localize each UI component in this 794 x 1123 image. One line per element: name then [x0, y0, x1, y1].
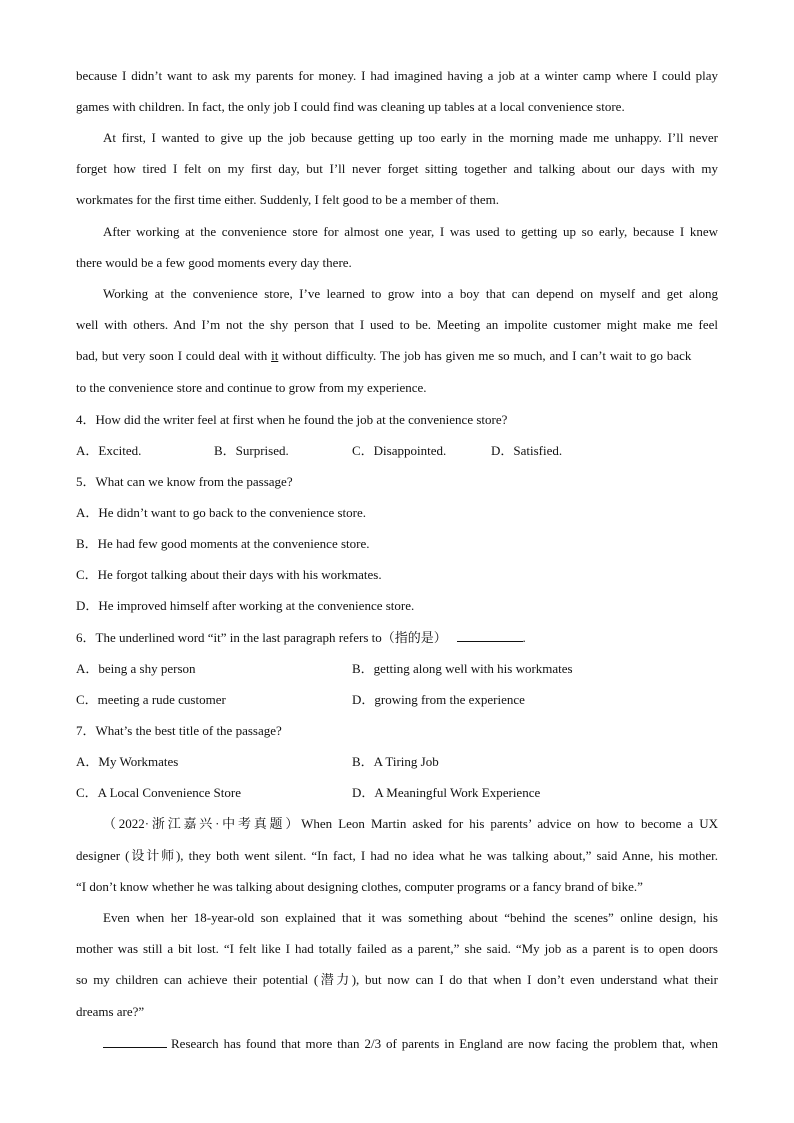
question-5: 5．What can we know from the passage? — [76, 474, 293, 489]
passage1-line: well with others. And I’m not the shy person that I used to be. Meeting an impolite customer might make me feel — [76, 317, 718, 332]
passage1-line: games with children. In fact, the only job I could find was cleaning up tables at a local convenience store. — [76, 99, 625, 114]
question-4: 4．How did the writer feel at first when he found the job at the convenience store? — [76, 412, 508, 427]
passage1-line: After working at the convenience store for almost one year, I was used to getting up so early, because I knew — [103, 224, 718, 239]
question-7-option-c: C．A Local Convenience Store — [76, 785, 241, 800]
question-6-option-c: C．meeting a rude customer — [76, 692, 226, 707]
question-5-option-c: C．He forgot talking about their days with his workmates. — [76, 567, 382, 582]
question-6-text: 6．The underlined word “it” in the last paragraph refers to（指的是） — [76, 630, 447, 645]
passage2-line: dreams are?” — [76, 1004, 145, 1019]
passage2-text: Research has found that more than 2/3 of parents in England are now facing the problem that, when — [171, 1036, 718, 1051]
text-segment: bad, but very soon I could deal with — [76, 348, 272, 363]
passage1-line: At first, I wanted to give up the job because getting up too early in the morning made me unhappy. I’ll never — [103, 130, 718, 145]
text-segment: without difficulty. The job has given me so much, and I can’t wait to go back — [278, 348, 692, 363]
question-6-option-d: D．growing from the experience — [352, 692, 525, 707]
passage2-line: designer (设计师), they both went silent. “In fact, I had no idea what he was talking about,” said Anne, his mother. — [76, 848, 718, 863]
passage2-line: Even when her 18-year-old son explained that it was something about “behind the scenes” online design, his — [103, 910, 718, 925]
passage1-line: there would be a few good moments every day there. — [76, 255, 352, 270]
passage1-line: because I didn’t want to ask my parents for money. I had imagined having a job at a winter camp where I could play — [76, 68, 718, 83]
passage2-line-with-blank — [103, 1035, 718, 1051]
question-7-option-a: A．My Workmates — [76, 754, 179, 769]
question-6-period: . — [522, 630, 526, 645]
passage1-line: Working at the convenience store, I’ve learned to grow into a boy that can depend on myself and get along — [103, 286, 718, 301]
question-7-option-b: B．A Tiring Job — [352, 754, 439, 769]
question-6-option-b: B．getting along well with his workmates — [352, 661, 573, 676]
answer-blank — [103, 1035, 167, 1048]
passage2-line: mother was still a bit lost. “I felt like I had totally failed as a parent,” she said. “My job as a parent is to open doors — [76, 941, 718, 956]
question-4-option-a: A．Excited. — [76, 443, 142, 458]
passage2-line: so my children can achieve their potential (潜力), but now can I do that when I don’t even understand what their — [76, 972, 718, 987]
answer-blank — [457, 629, 523, 642]
question-6 — [76, 629, 718, 645]
passage2-line: “I don’t know whether he was talking about designing clothes, computer programs or a fancy brand of bike.” — [76, 879, 643, 894]
passage1-line: forget how tired I felt on my first day, but I’ll never forget sitting together and talking about our days with my — [76, 161, 718, 176]
passage1-line-underlined — [76, 348, 718, 364]
passage1-line: to the convenience store and continue to grow from my experience. — [76, 380, 427, 395]
question-7-option-d: D．A Meaningful Work Experience — [352, 785, 541, 800]
question-6-option-a: A．being a shy person — [76, 661, 196, 676]
question-5-option-d: D．He improved himself after working at the convenience store. — [76, 598, 415, 613]
question-4-option-c: C．Disappointed. — [352, 443, 447, 458]
question-5-option-b: B．He had few good moments at the convenience store. — [76, 536, 370, 551]
question-7: 7．What’s the best title of the passage? — [76, 723, 282, 738]
passage2-line: （2022·浙江嘉兴·中考真题）When Leon Martin asked for his parents’ advice on how to become a UX — [103, 816, 718, 831]
question-5-option-a: A．He didn’t want to go back to the convenience store. — [76, 505, 367, 520]
question-4-option-d: D．Satisfied. — [491, 443, 563, 458]
passage1-line: workmates for the first time either. Suddenly, I felt good to be a member of them. — [76, 192, 499, 207]
question-4-option-b: B．Surprised. — [214, 443, 289, 458]
underlined-word-it: it — [271, 348, 279, 363]
